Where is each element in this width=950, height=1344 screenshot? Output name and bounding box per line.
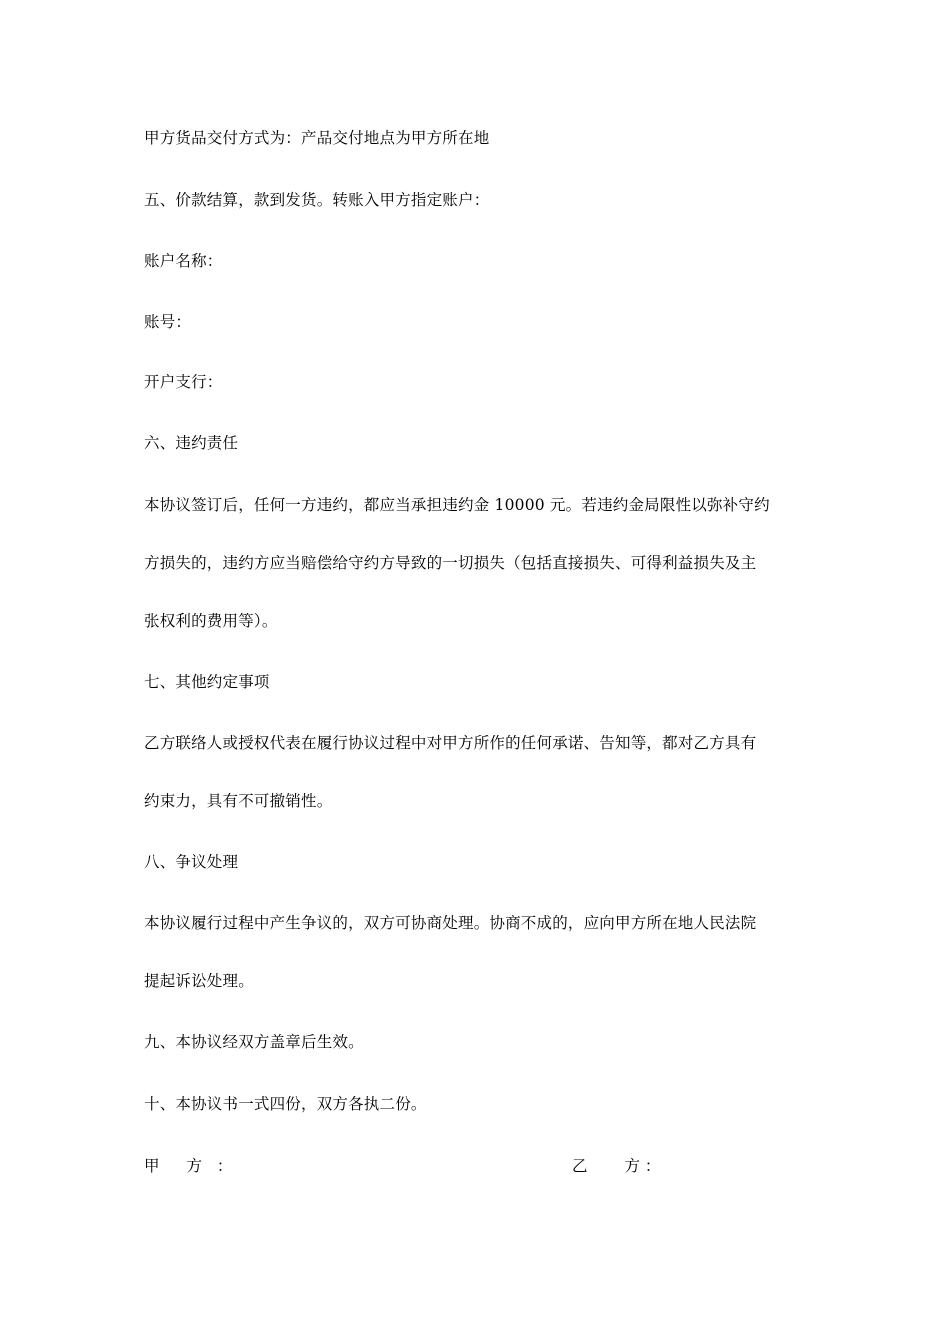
section-6-heading: 六、违约责任: [144, 434, 239, 452]
section-7-paragraph-line-1: 乙方联络人或授权代表在履行协议过程中对甲方所作的任何承诺、告知等，都对乙方具有: [144, 734, 757, 752]
section-7-heading: 七、其他约定事项: [144, 673, 270, 691]
party-b-char-2: 方: [624, 1157, 640, 1175]
account-number-label: 账号：: [144, 313, 192, 331]
section-7-paragraph-line-2: 约束力，具有不可撤销性。: [144, 792, 333, 810]
account-name-label: 账户名称：: [144, 252, 223, 270]
party-a-colon: ：: [216, 1157, 233, 1175]
party-b-signature-label: [572, 1156, 660, 1176]
bank-branch-label: 开户支行：: [144, 373, 223, 391]
section-8-paragraph-line-1: 本协议履行过程中产生争议的，双方可协商处理。协商不成的，应向甲方所在地人民法院: [144, 914, 757, 932]
party-a-char-1: 甲: [144, 1157, 160, 1175]
section-6-paragraph-line-3: 张权利的费用等）。: [144, 612, 278, 630]
section-8-paragraph-line-2: 提起诉讼处理。: [144, 972, 254, 990]
section-10-line: 十、本协议书一式四份，双方各执二份。: [144, 1095, 427, 1113]
party-a-char-2: 方: [186, 1157, 202, 1175]
section-6-paragraph-line-2: 方损失的，违约方应当赔偿给守约方导致的一切损失（包括直接损失、可得利益损失及主: [144, 554, 757, 572]
party-b-colon: ：: [644, 1157, 661, 1175]
section-8-heading: 八、争议处理: [144, 853, 239, 871]
party-b-char-1: 乙: [572, 1157, 588, 1175]
section-6-paragraph-line-1: 本协议签订后，任何一方违约，都应当承担违约金 10000 元。若违约金局限性以弥补守约: [144, 496, 770, 514]
section-5-heading: 五、价款结算，款到发货。转账入甲方指定账户：: [144, 191, 490, 209]
section-9-line: 九、本协议经双方盖章后生效。: [144, 1033, 364, 1051]
delivery-method-line: 甲方货品交付方式为：产品交付地点为甲方所在地: [144, 129, 490, 147]
party-a-signature-label: [144, 1156, 232, 1176]
